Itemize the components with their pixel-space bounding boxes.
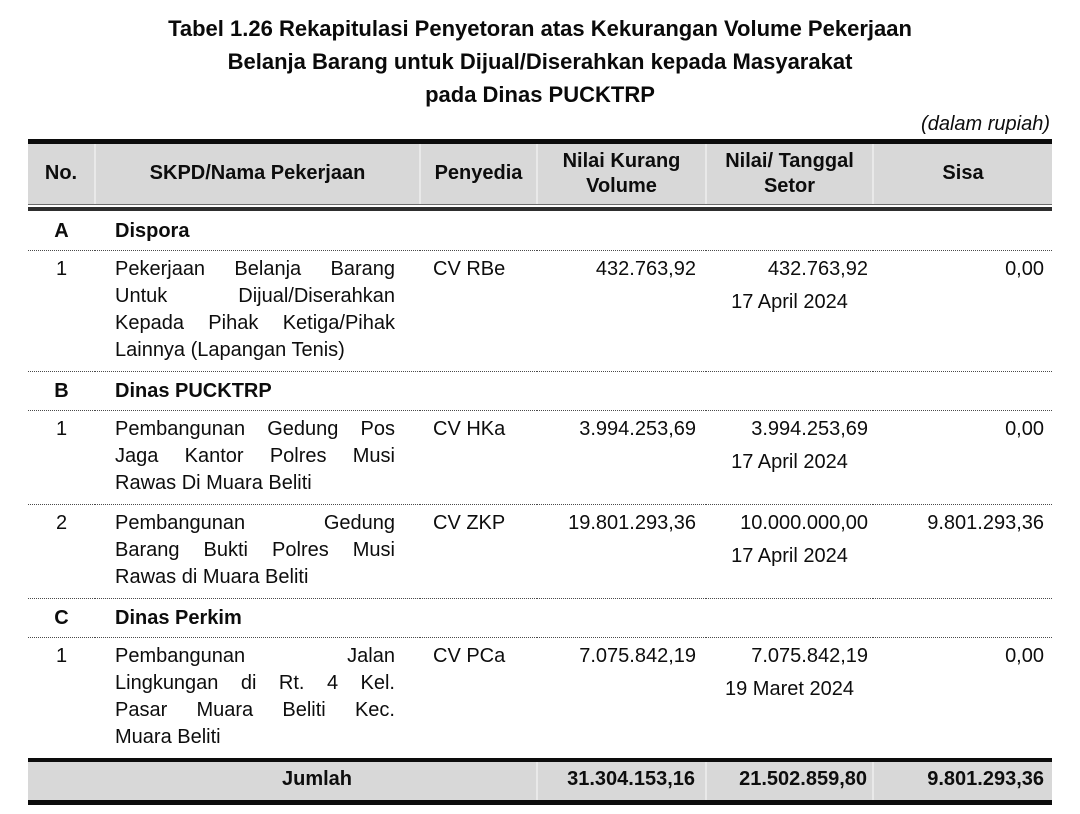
table-row (28, 410, 1052, 504)
description-line: Pasar Muara Beliti Kec. (115, 698, 395, 721)
recap-table (28, 139, 1052, 805)
currency-unit-note: (dalam rupiah) (921, 113, 1050, 135)
sisa-value: 0,00 (1005, 644, 1044, 667)
work-description (95, 250, 420, 371)
description-line: Pekerjaan Belanja Barang (115, 257, 395, 280)
column-header-skpd: SKPD/Nama Pekerjaan (95, 142, 420, 204)
nilai-kurang-volume-value: 432.763,92 (537, 250, 706, 371)
nilai-tanggal-setor-cell (706, 504, 873, 598)
section-name: Dinas Perkim (95, 598, 1052, 637)
section-row-c (28, 598, 1052, 637)
total-label: Jumlah (28, 762, 537, 803)
description-line: Kepada Pihak Ketiga/Pihak (115, 311, 395, 334)
total-nilai-setor: 21.502.859,80 (706, 762, 873, 803)
description-line: Rawas di Muara Beliti (115, 565, 309, 588)
description-line: Rawas Di Muara Beliti (115, 471, 312, 494)
description-line: Jaga Kantor Polres Musi (115, 444, 395, 467)
nilai-setor-value: 10.000.000,00 (740, 511, 868, 534)
title-line-2: Belanja Barang untuk Dijual/Diserahkan kepada Masyarakat (227, 49, 853, 74)
column-header-sisa: Sisa (873, 142, 1052, 204)
table-row (28, 504, 1052, 598)
section-letter: B (28, 371, 95, 410)
nilai-setor-value: 7.075.842,19 (751, 644, 868, 667)
title-line-3: pada Dinas PUCKTRP (425, 82, 655, 107)
total-row (28, 762, 1052, 803)
header-row (28, 142, 1052, 204)
tanggal-setor-value: 17 April 2024 (731, 544, 848, 567)
work-description (95, 504, 420, 598)
nilai-tanggal-setor-cell (706, 410, 873, 504)
nilai-kurang-volume-value: 19.801.293,36 (537, 504, 706, 598)
nilai-tanggal-setor-cell (706, 637, 873, 758)
description-line: Untuk Dijual/Diserahkan (115, 284, 395, 307)
row-number: 2 (28, 504, 95, 598)
title-line-1: Tabel 1.26 Rekapitulasi Penyetoran atas Kekurangan Volume Pekerjaan (168, 16, 912, 41)
table-row (28, 637, 1052, 758)
column-header-penyedia: Penyedia (420, 142, 537, 204)
description-line: Pembangunan Jalan (115, 644, 395, 667)
section-name: Dispora (95, 212, 1052, 251)
section-letter: A (28, 212, 95, 251)
section-row-a (28, 212, 1052, 251)
tanggal-setor-value: 17 April 2024 (731, 450, 848, 473)
description-line: Lainnya (Lapangan Tenis) (115, 338, 345, 361)
total-sisa: 9.801.293,36 (873, 762, 1052, 803)
nilai-tanggal-setor-cell (706, 250, 873, 371)
column-header-no: No. (28, 142, 95, 204)
vendor-name: CV HKa (420, 410, 537, 504)
section-row-b (28, 371, 1052, 410)
table-row (28, 250, 1052, 371)
table-title (0, 0, 1080, 111)
double-line-divider (28, 204, 1052, 212)
nilai-kurang-volume-value: 7.075.842,19 (579, 644, 696, 667)
tanggal-setor-value: 19 Maret 2024 (725, 677, 854, 700)
vendor-name: CV RBe (420, 250, 537, 371)
column-header-nilai-kurang-volume: Nilai Kurang Volume (537, 142, 706, 204)
row-number: 1 (28, 250, 95, 371)
section-name: Dinas PUCKTRP (95, 371, 1052, 410)
nilai-kurang-volume-value: 3.994.253,69 (537, 410, 706, 504)
column-header-nilai-tanggal-setor: Nilai/ Tanggal Setor (706, 142, 873, 204)
nilai-setor-value: 432.763,92 (767, 257, 868, 280)
description-line: Pembangunan Gedung (115, 511, 395, 534)
description-line: Pembangunan Gedung Pos (115, 417, 395, 440)
vendor-name: CV PCa (433, 644, 506, 667)
row-number: 1 (55, 644, 68, 667)
row-number: 1 (28, 410, 95, 504)
header-divider (28, 204, 1052, 212)
sisa-value: 9.801.293,36 (873, 504, 1052, 598)
tanggal-setor-value: 17 April 2024 (731, 290, 848, 313)
nilai-setor-value: 3.994.253,69 (751, 417, 868, 440)
sisa-value: 0,00 (873, 410, 1052, 504)
work-description (95, 637, 420, 758)
vendor-name: CV ZKP (420, 504, 537, 598)
section-letter: C (28, 598, 95, 637)
description-line: Barang Bukti Polres Musi (115, 538, 395, 561)
description-line: Muara Beliti (115, 725, 221, 748)
description-line: Lingkungan di Rt. 4 Kel. (115, 671, 395, 694)
sisa-value: 0,00 (873, 250, 1052, 371)
total-nilai-kurang-volume: 31.304.153,16 (537, 762, 706, 803)
work-description (95, 410, 420, 504)
